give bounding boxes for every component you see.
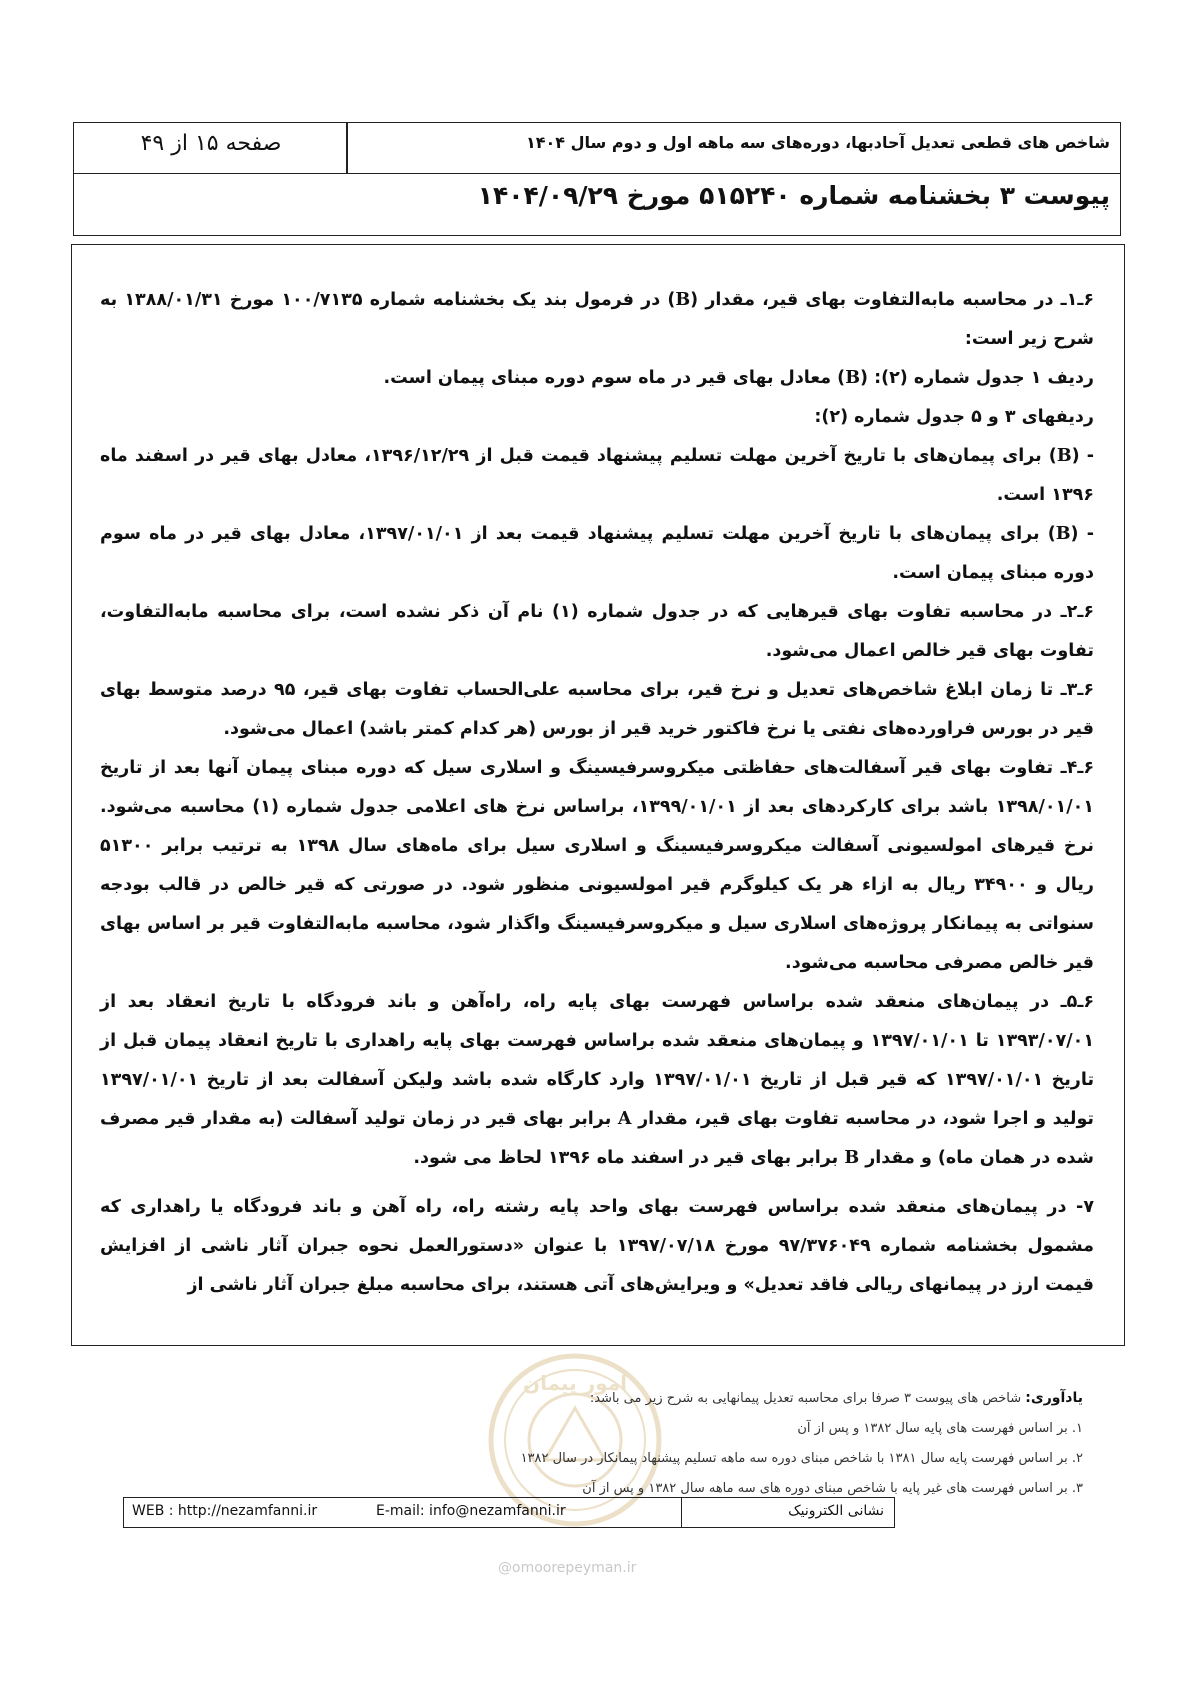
watermark-credit: @omoorepeyman.ir xyxy=(498,1560,637,1576)
document-title: پیوست ۳ بخشنامه شماره ۵۱۵۲۴۰ مورخ ۱۴۰۴/۰۹/۲۹ xyxy=(477,181,1110,210)
header-box xyxy=(73,122,1121,236)
row-1-text-b: ) معادل بهای قیر در ماه سوم دوره مبنای پیمان است. xyxy=(383,368,846,388)
footnote-intro: شاخص های پیوست ۳ صرفا برای محاسبه تعدیل پیمانهایی به شرح زیر می باشد: xyxy=(589,1391,1022,1406)
variable-a: A xyxy=(617,1109,632,1129)
bullet-2-text-b: ) برای پیمان‌های با تاریخ آخرین مهلت تسلیم پیشنهاد قیمت بعد از ۱۳۹۷/۰۱/۰۱، معادل بهای قیر در ماه سوم دوره مبنای پیمان است. xyxy=(100,524,1094,583)
bullet-before-1397 xyxy=(100,437,1094,515)
footnote-item: ۱. بر اساس فهرست های پایه سال ۱۳۸۲ و پس از آن xyxy=(797,1421,1083,1436)
section-6-4: ۶ـ۴ـ تفاوت بهای قیر آسفالت‌های حفاظتی میکروسرفیسینگ و اسلاری سیل که دوره مبنای پیمان آنها بعد از تاریخ ۱۳۹۸/۰۱/۰۱ باشد برای کارکردهای بعد از ۱۳۹۹/۰۱/۰۱، براساس نرخ های اعلامی جدول شماره (۱) محاسبه می‌شود. نرخ قیرهای امولسیونی آسفالت میکروسرفیسینگ و اسلاری سیل برای ماه‌های سال ۱۳۹۸ به ترتیب برابر ۵۱۳۰۰ ریال و ۳۴۹۰۰ ریال به ازاء هر یک کیلوگرم قیر امولسیونی منظور شود. در صورتی که قیر خالص در قالب بودجه سنواتی به پیمانکار پروژه‌های اسلاری سیل و میکروسرفیسینگ واگذار شود، محاسبه مابه‌التفاوت قیر بر اساس بهای قیر خالص مصرفی محاسبه می‌شود. xyxy=(100,758,1094,973)
header-divider xyxy=(346,123,348,174)
section-6-1-text-a: ۶ـ۱ـ در محاسبه مابه‌التفاوت بهای قیر، مقدار ( xyxy=(690,290,1095,310)
row-1-rule xyxy=(100,359,1094,398)
seal-text: امور پیمان xyxy=(523,1371,627,1395)
section-6-5-text-a: ۶ـ۵ـ در پیمان‌های منعقد شده براساس فهرست بهای پایه راه، راه‌آهن و باند فرودگاه با تاریخ انعقاد بعد از ۱۳۹۳/۰۷/۰۱ تا ۱۳۹۷/۰۱/۰۱ و پیمان‌های منعقد شده براساس فهرست بهای پایه راهداری با تاریخ انعقاد پیمان قبل از تاریخ ۱۳۹۷/۰۱/۰۱ که قیر قبل از تاریخ ۱۳۹۷/۰۱/۰۱ وارد کارگاه شده باشد ولیکن آسفالت بعد از تاریخ ۱۳۹۷/۰۱/۰۱ تولید و اجرا شود، در محاسبه تفاوت بهای قیر، مقدار xyxy=(100,992,1095,1129)
body-box xyxy=(71,244,1125,1346)
variable-b: B xyxy=(845,368,860,388)
section-7: ۷- در پیمان‌های منعقد شده براساس فهرست بهای واحد پایه رشته راه، راه آهن و باند فرودگاه یا راهداری که مشمول بخشنامه شماره ۹۷/۳۷۶۰۴۹ مورخ ۱۳۹۷/۰۷/۱۸ با عنوان «دستورالعمل نحوه جبران آثار ناشی از افزایش قیمت ارز در پیمانهای ریالی فاقد تعدیل» و ویرایش‌های آتی هستند، برای محاسبه مبلغ جبران آثار ناشی از xyxy=(100,1197,1094,1295)
variable-b: B xyxy=(1055,524,1071,544)
bullet-1-text-a: - ( xyxy=(1071,446,1095,466)
variable-b: B xyxy=(844,1148,860,1168)
contact-table xyxy=(123,1497,895,1528)
contact-divider xyxy=(681,1498,683,1527)
section-6-2: ۶ـ۲ـ در محاسبه تفاوت بهای قیرهایی که در جدول شماره (۱) نام آن ذکر نشده است، برای محاسبه مابه‌التفاوت، تفاوت بهای قیر خالص اعمال می‌شود. xyxy=(100,602,1094,661)
bullet-1-text-b: ) برای پیمان‌های با تاریخ آخرین مهلت تسلیم پیشنهاد قیمت قبل از ۱۳۹۶/۱۲/۲۹، معادل بهای قیر در اسفند ماه ۱۳۹۶ است. xyxy=(100,446,1094,505)
footnote-item: ۲. بر اساس فهرست پایه سال ۱۳۸۱ با شاخص مبنای دوره سه ماهه تسلیم پیشنهاد پیمانکار در سال ۱۳۸۲ xyxy=(520,1451,1083,1466)
row-1-text-a: ردیف ۱ جدول شماره (۲): ( xyxy=(859,368,1094,388)
section-6-5 xyxy=(100,983,1094,1178)
variable-b: B xyxy=(1056,446,1072,466)
rows-3-5-heading: ردیفهای ۳ و ۵ جدول شماره (۲): xyxy=(814,407,1094,427)
document-subject: شاخص های قطعی تعدیل آحادبها، دوره‌های سه ماهه اول و دوم سال ۱۴۰۴ xyxy=(525,133,1110,152)
section-6-3: ۶ـ۳ـ تا زمان ابلاغ شاخص‌های تعدیل و نرخ قیر، برای محاسبه علی‌الحساب تفاوت بهای قیر، ۹۵ درصد متوسط بهای قیر در بورس فراورده‌های نفتی یا نرخ فاکتور خرید قیر از بورس (هر کدام کمتر باشد) اعمال می‌شود. xyxy=(100,680,1094,739)
contact-web[interactable]: WEB : http://nezamfanni.ir xyxy=(132,1503,318,1519)
footnote xyxy=(103,1383,1083,1504)
footnote-intro-line xyxy=(103,1383,1083,1414)
variable-b: B xyxy=(675,290,691,310)
section-6-5-text-b: برابر بهای قیر در زمان تولید آسفالت (به مقدار قیر مصرف شده در همان ماه) و مقدار xyxy=(100,1109,1094,1168)
footnote-heading: یادآوری: xyxy=(1025,1390,1083,1406)
footnote-item: ۳. بر اساس فهرست های غیر پایه با شاخص مبنای دوره های سه ماهه سال ۱۳۸۲ و پس از آن xyxy=(582,1481,1083,1496)
header-top-row xyxy=(74,123,1120,174)
contact-label: نشانی الکترونیک xyxy=(788,1503,884,1519)
section-6-5-text-c: برابر بهای قیر در اسفند ماه ۱۳۹۶ لحاظ می شود. xyxy=(413,1148,845,1168)
body-text xyxy=(100,281,1094,1305)
page-counter: صفحه ۱۵ از ۴۹ xyxy=(140,131,282,156)
section-6-1 xyxy=(100,281,1094,359)
section-6-1-text-b: ) در فرمول بند یک بخشنامه شماره ۱۰۰/۷۱۳۵ مورخ ۱۳۸۸/۰۱/۳۱ به شرح زیر است: xyxy=(100,290,1094,349)
contact-email[interactable]: E-mail: info@nezamfanni.ir xyxy=(376,1503,566,1519)
bullet-after-1397 xyxy=(100,515,1094,593)
bullet-2-text-a: - ( xyxy=(1070,524,1094,544)
